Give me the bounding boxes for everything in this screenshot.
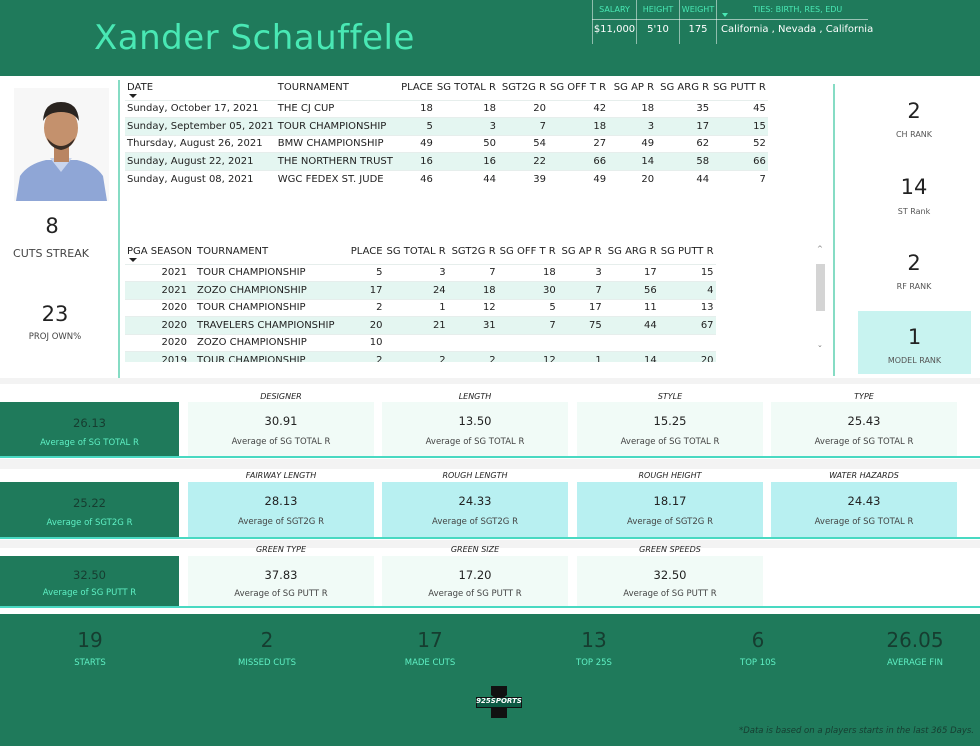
height-label: HEIGHT [642, 5, 674, 14]
table-row[interactable] [125, 153, 768, 171]
col-label: SG AP R [561, 246, 602, 258]
table-cell: 18 [608, 100, 656, 118]
table-row[interactable] [125, 352, 716, 363]
designer-header: DESIGNER [260, 392, 302, 401]
col-label: SG ARG R [607, 246, 657, 258]
height-value: 5'10 [647, 24, 669, 35]
table-cell: 16 [435, 153, 498, 171]
col-label: DATE [127, 82, 154, 94]
rough-height-header: ROUGH HEIGHT [638, 471, 702, 480]
table-cell: 44 [604, 317, 659, 335]
card-value: 32.50 [653, 568, 687, 582]
green-type-header: GREEN TYPE [255, 545, 307, 554]
sgt2g-average-card [0, 482, 179, 537]
model-rank-label: MODEL RANK [887, 356, 942, 365]
divider [0, 606, 980, 608]
925sports-logo [475, 684, 523, 720]
sort-arrow-icon [722, 13, 728, 17]
height-col [636, 0, 679, 44]
top-25s-label: TOP 25S [576, 658, 612, 668]
table-cell: THE CJ CUP [276, 100, 395, 118]
table-cell: TOUR CHAMPIONSHIP [195, 299, 337, 317]
table-cell: 49 [608, 135, 656, 153]
table-cell: 5 [498, 299, 558, 317]
fairway-length-card [188, 482, 374, 537]
table-cell: 20 [337, 317, 385, 335]
player-name: Xander Schauffele [94, 18, 415, 58]
table-cell: 3 [608, 118, 656, 136]
rf-rank-label: RF RANK [896, 282, 932, 291]
card-value: 32.50 [73, 568, 106, 582]
rough-length-card [382, 482, 568, 537]
table-cell: 56 [604, 282, 659, 300]
type-card [771, 402, 957, 456]
table-cell: 3 [385, 264, 448, 282]
table-cell: Sunday, August 08, 2021 [125, 170, 276, 188]
col-sgt2g[interactable] [448, 240, 498, 264]
col-label: SG TOTAL R [436, 82, 496, 94]
table-cell: 21 [385, 317, 448, 335]
table-cell: 10 [337, 334, 385, 352]
style-card [577, 402, 763, 456]
player-photo [14, 88, 109, 201]
st-rank-value: 14 [900, 175, 928, 199]
ch-rank-label: CH RANK [895, 130, 933, 139]
designer-card [188, 402, 374, 456]
card-value: 25.43 [847, 414, 881, 428]
table-row[interactable] [125, 170, 768, 188]
section-gap [0, 378, 980, 384]
water-hazards-card [771, 482, 957, 537]
table-cell: 2019 [125, 352, 195, 363]
table-header-row [125, 76, 768, 100]
card-value: 25.22 [73, 496, 106, 510]
table-cell: 49 [548, 170, 608, 188]
scroll-up-icon[interactable]: ^ [817, 245, 823, 253]
weight-col [679, 0, 716, 44]
salary-value: $11,000 [593, 24, 636, 35]
sg-putt-average-card [0, 556, 179, 606]
table-cell: 18 [448, 282, 498, 300]
table-cell: 17 [604, 264, 659, 282]
table-cell: 22 [498, 153, 548, 171]
col-sg-off-tee[interactable] [498, 240, 558, 264]
table-cell: 17 [558, 299, 604, 317]
table-cell: 46 [395, 170, 435, 188]
table-cell: 2020 [125, 317, 195, 335]
col-sg-putt[interactable] [659, 240, 716, 264]
cuts-streak-value: 8 [45, 214, 59, 238]
table-cell: 20 [659, 352, 716, 363]
table-cell: 44 [656, 170, 711, 188]
divider [833, 84, 835, 376]
card-label: Average of SGT2G R [432, 517, 518, 527]
table-cell: 16 [395, 153, 435, 171]
table-cell: 20 [608, 170, 656, 188]
card-label: Average of SG TOTAL R [620, 437, 720, 447]
table-cell: 52 [711, 135, 768, 153]
col-sg-total[interactable] [385, 240, 448, 264]
table-cell: 3 [558, 264, 604, 282]
ties-value: California , Nevada , California [721, 24, 874, 35]
table-row[interactable] [125, 135, 768, 153]
card-value: 26.13 [73, 416, 106, 430]
table-cell [558, 334, 604, 352]
table-cell: 2 [385, 352, 448, 363]
missed-cuts-value: 2 [260, 628, 274, 652]
st-rank-label: ST Rank [897, 207, 931, 216]
card-value: 37.83 [264, 568, 298, 582]
table-cell: 18 [548, 118, 608, 136]
col-label: SG PUTT R [713, 82, 766, 94]
section-gap [0, 459, 980, 469]
green-type-card [188, 556, 374, 606]
sort-arrow-icon [129, 94, 137, 98]
table-cell [604, 334, 659, 352]
length-header: LENGTH [458, 392, 492, 401]
length-card [382, 402, 568, 456]
col-label: SG AP R [613, 82, 655, 94]
scrollbar-thumb[interactable] [816, 264, 825, 311]
table-cell: 27 [548, 135, 608, 153]
style-header: STYLE [657, 392, 683, 401]
col-label: TOURNAMENT [277, 82, 349, 94]
table-cell: 49 [395, 135, 435, 153]
sort-arrow-icon [129, 258, 137, 262]
table-cell: 30 [498, 282, 558, 300]
card-label: Average of SG TOTAL R [40, 438, 139, 448]
col-sg-total[interactable] [435, 76, 498, 100]
table-cell: TOUR CHAMPIONSHIP [276, 118, 395, 136]
table-row[interactable] [125, 317, 716, 335]
table-cell: 11 [604, 299, 659, 317]
proj-own-value: 23 [41, 302, 69, 326]
table-cell: 31 [448, 317, 498, 335]
salary-label: SALARY [599, 5, 630, 14]
ties-col[interactable] [716, 0, 874, 44]
table-cell: 44 [435, 170, 498, 188]
season-results-table [125, 240, 716, 362]
col-label: PLACE [350, 246, 383, 258]
table-cell: 39 [498, 170, 548, 188]
card-label: Average of SGT2G R [238, 517, 324, 527]
table-cell: 50 [435, 135, 498, 153]
card-value: 28.13 [264, 494, 298, 508]
logo-text: 925SPORTS [476, 697, 522, 705]
table-cell: WGC FEDEX ST. JUDE [276, 170, 395, 188]
top-10s-value: 6 [751, 628, 765, 652]
card-label: Average of SG TOTAL R [425, 437, 525, 447]
card-value: 15.25 [653, 414, 687, 428]
starts-value: 19 [77, 628, 103, 652]
salary-col [592, 0, 636, 44]
table-cell: 7 [711, 170, 768, 188]
made-cuts-value: 17 [417, 628, 443, 652]
col-sgt2g[interactable] [498, 76, 548, 100]
card-label: Average of SGT2G R [46, 518, 133, 528]
table-cell: TOUR CHAMPIONSHIP [195, 352, 337, 363]
divider [118, 80, 120, 378]
card-label: Average of SGT2G R [627, 517, 713, 527]
green-size-header: GREEN SIZE [450, 545, 500, 554]
table-cell: 2021 [125, 264, 195, 282]
col-label: SG OFF T R [550, 82, 607, 94]
table-cell: Sunday, August 22, 2021 [125, 153, 276, 171]
weight-value: 175 [688, 24, 708, 35]
card-value: 30.91 [264, 414, 298, 428]
table-cell: BMW CHAMPIONSHIP [276, 135, 395, 153]
table-cell: Sunday, September 05, 2021 [125, 118, 276, 136]
average-fin-value: 26.05 [886, 628, 944, 652]
table-header-row [125, 240, 716, 264]
card-label: Average of SG PUTT R [42, 588, 137, 598]
table-cell: TOUR CHAMPIONSHIP [195, 264, 337, 282]
card-label: Average of SG TOTAL R [814, 437, 914, 447]
ch-rank-value: 2 [907, 99, 921, 123]
table-cell: 66 [548, 153, 608, 171]
table-cell: 5 [395, 118, 435, 136]
col-label: SGT2G R [451, 246, 496, 258]
table-cell: 75 [558, 317, 604, 335]
table-row[interactable] [125, 264, 716, 282]
made-cuts-label: MADE CUTS [404, 658, 456, 668]
fairway-length-header: FAIRWAY LENGTH [245, 471, 317, 480]
table-cell: 2020 [125, 299, 195, 317]
footer-note: *Data is based on a players starts in the last 365 Days. [738, 726, 974, 736]
table-cell [385, 334, 448, 352]
table-cell: 1 [385, 299, 448, 317]
table-cell: 2020 [125, 334, 195, 352]
card-value: 13.50 [458, 414, 492, 428]
table-cell: 24 [385, 282, 448, 300]
table-cell: 5 [337, 264, 385, 282]
table-cell: 18 [395, 100, 435, 118]
table-cell: 62 [656, 135, 711, 153]
table-cell: 18 [435, 100, 498, 118]
table-cell: 4 [659, 282, 716, 300]
table-cell: 7 [498, 317, 558, 335]
table-row[interactable] [125, 299, 716, 317]
col-sg-off-tee[interactable] [548, 76, 608, 100]
proj-own-label: PROJ OWN% [28, 332, 82, 342]
table-cell: THE NORTHERN TRUST [276, 153, 395, 171]
table-cell: 67 [659, 317, 716, 335]
player-info-table [592, 0, 874, 44]
card-label: Average of SG PUTT R [234, 589, 328, 599]
col-tournament[interactable] [195, 240, 337, 264]
col-sg-arg[interactable] [604, 240, 659, 264]
table-cell: 15 [659, 264, 716, 282]
card-label: Average of SG TOTAL R [231, 437, 331, 447]
scroll-down-icon[interactable]: ⌄ [817, 341, 823, 349]
table-cell: 15 [711, 118, 768, 136]
card-label: Average of SG PUTT R [428, 589, 522, 599]
table-cell: Thursday, August 26, 2021 [125, 135, 276, 153]
col-label: PGA SEASON [127, 246, 193, 258]
model-rank-value: 1 [907, 325, 922, 349]
model-rank-card [858, 311, 971, 374]
table-cell: 7 [498, 118, 548, 136]
table-cell: 12 [448, 299, 498, 317]
col-sg-ap[interactable] [558, 240, 604, 264]
col-label: SG OFF T R [499, 246, 556, 258]
table-cell: 12 [498, 352, 558, 363]
col-label: PLACE [401, 82, 433, 94]
card-value: 17.20 [458, 568, 492, 582]
card-label: Average of SG TOTAL R [814, 517, 914, 527]
rf-rank-value: 2 [907, 251, 921, 275]
table-cell: 58 [656, 153, 711, 171]
table-cell: 17 [656, 118, 711, 136]
table-cell: 7 [448, 264, 498, 282]
table-cell: 17 [337, 282, 385, 300]
table-cell: 45 [711, 100, 768, 118]
table-cell: 42 [548, 100, 608, 118]
divider [0, 537, 980, 539]
rough-length-header: ROUGH LENGTH [442, 471, 508, 480]
table-cell: 35 [656, 100, 711, 118]
col-place[interactable] [395, 76, 435, 100]
table-cell: 2 [337, 352, 385, 363]
col-label: SG TOTAL R [386, 246, 446, 258]
col-label: SGT2G R [501, 82, 546, 94]
missed-cuts-label: MISSED CUTS [238, 658, 296, 668]
col-label: SG ARG R [660, 82, 710, 94]
table-cell: 13 [659, 299, 716, 317]
table-cell: 1 [558, 352, 604, 363]
table-cell: ZOZO CHAMPIONSHIP [195, 282, 337, 300]
table-cell: 2 [337, 299, 385, 317]
col-sg-ap[interactable] [608, 76, 656, 100]
starts-label: STARTS [74, 658, 106, 668]
table-cell: 18 [498, 264, 558, 282]
table-row[interactable] [125, 334, 716, 352]
table-cell [498, 334, 558, 352]
top-25s-value: 13 [581, 628, 607, 652]
top-10s-label: TOP 10S [740, 658, 776, 668]
table-cell: 2021 [125, 282, 195, 300]
table-cell [659, 334, 716, 352]
table-row[interactable] [125, 282, 716, 300]
table-cell [448, 334, 498, 352]
card-value: 24.43 [847, 494, 881, 508]
table-cell: 7 [558, 282, 604, 300]
card-value: 24.33 [458, 494, 492, 508]
col-sg-arg[interactable] [656, 76, 711, 100]
rough-height-card [577, 482, 763, 537]
table-cell: ZOZO CHAMPIONSHIP [195, 334, 337, 352]
table-cell: Sunday, October 17, 2021 [125, 100, 276, 118]
cuts-streak-label: CUTS STREAK [13, 247, 89, 260]
col-tournament[interactable] [276, 76, 395, 100]
table-cell: 20 [498, 100, 548, 118]
green-size-card [382, 556, 568, 606]
col-sg-putt[interactable] [711, 76, 768, 100]
ties-label: TIES: BIRTH, RES, EDU [753, 5, 843, 14]
water-hazards-header: WATER HAZARDS [829, 471, 899, 480]
green-speeds-card [577, 556, 763, 606]
col-place[interactable] [337, 240, 385, 264]
table-cell: 14 [604, 352, 659, 363]
table-cell: 3 [435, 118, 498, 136]
card-value: 18.17 [653, 494, 687, 508]
table-cell: 2 [448, 352, 498, 363]
col-label: SG PUTT R [660, 246, 714, 258]
table-cell: TRAVELERS CHAMPIONSHIP [195, 317, 337, 335]
table-cell: 66 [711, 153, 768, 171]
col-date[interactable] [125, 76, 276, 100]
divider [0, 456, 980, 458]
sg-total-average-card [0, 402, 179, 456]
table-cell: 54 [498, 135, 548, 153]
weight-label: WEIGHT [681, 5, 715, 14]
card-label: Average of SG PUTT R [623, 589, 717, 599]
type-header: TYPE [854, 392, 874, 401]
green-speeds-header: GREEN SPEEDS [639, 545, 701, 554]
average-fin-label: AVERAGE FIN [886, 658, 944, 668]
table-row[interactable] [125, 100, 768, 118]
table-row[interactable] [125, 118, 768, 136]
recent-results-table [125, 76, 768, 188]
table-cell: 14 [608, 153, 656, 171]
col-label: TOURNAMENT [197, 246, 269, 258]
